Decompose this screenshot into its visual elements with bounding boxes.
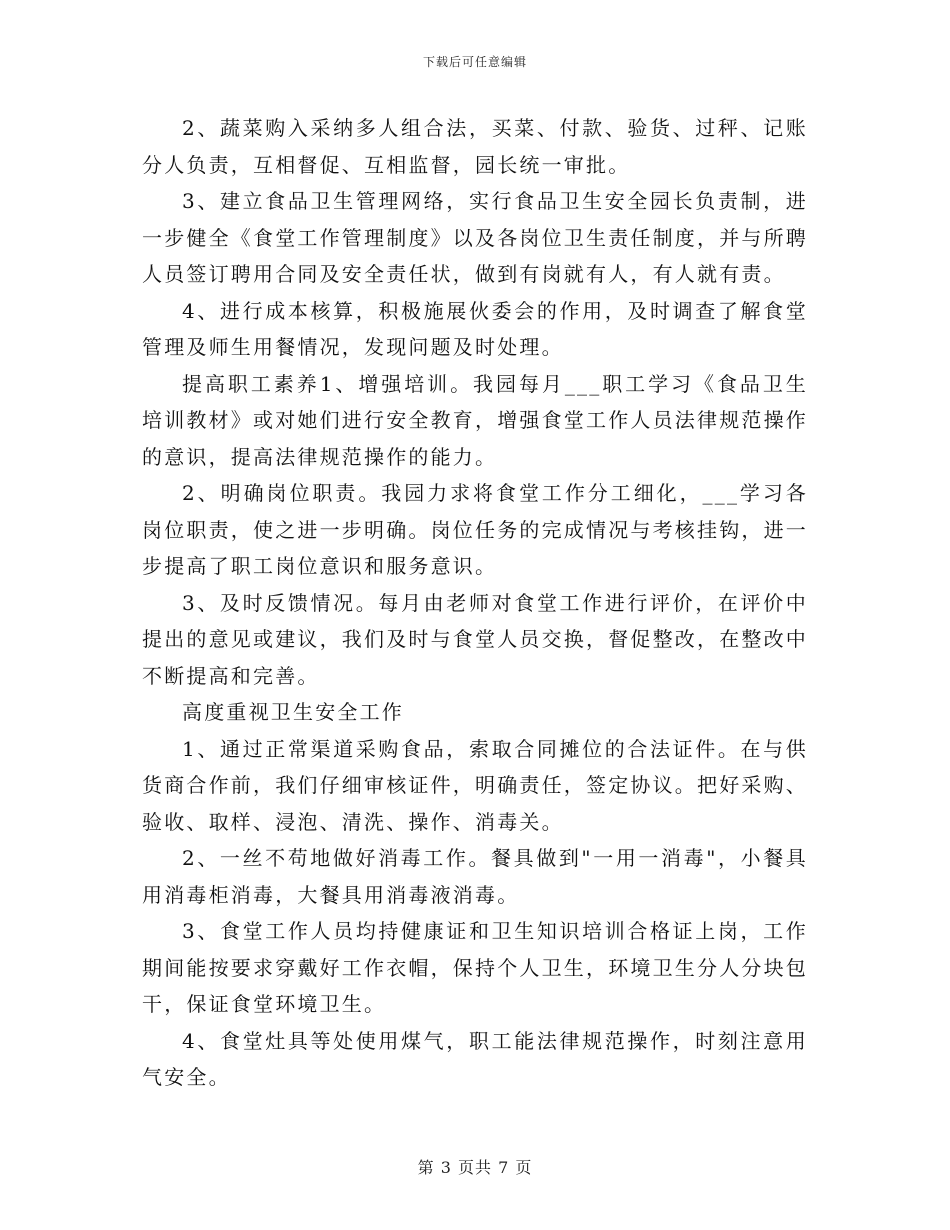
paragraph: 3、及时反馈情况。每月由老师对食堂工作进行评价，在评价中提出的意见或建议，我们及时与食堂人员交换，督促整改，在整改中不断提高和完善。 bbox=[142, 590, 808, 688]
paragraph: 1、通过正常渠道采购食品，索取合同摊位的合法证件。在与供货商合作前，我们仔细审核证件，明确责任，签定协议。把好采购、验收、取样、浸泡、清洗、操作、消毒关。 bbox=[142, 736, 808, 834]
page-header: 下载后可任意编辑 bbox=[422, 55, 527, 69]
paragraph: 2、蔬菜购入采纳多人组合法，买菜、付款、验货、过秤、记账分人负责，互相督促、互相监督，园长统一审批。 bbox=[142, 116, 808, 177]
paragraph: 2、明确岗位职责。我园力求将食堂工作分工细化，___学习各岗位职责，使之进一步明确。岗位任务的完成情况与考核挂钩，进一步提高了职工岗位意识和服务意识。 bbox=[142, 481, 808, 578]
paragraph: 3、建立食品卫生管理网络，实行食品卫生安全园长负责制，进一步健全《食堂工作管理制度》以及各岗位卫生责任制度，并与所聘人员签订聘用合同及安全责任状，做到有岗就有人，有人就有责。 bbox=[142, 189, 808, 286]
paragraph: 提高职工素养1、增强培训。我园每月___职工学习《食品卫生培训教材》或对她们进行安全教育，增强食堂工作人员法律规范操作的意识，提高法律规范操作的能力。 bbox=[142, 371, 808, 469]
paragraph: 4、食堂灶具等处使用煤气，职工能法律规范操作，时刻注意用气安全。 bbox=[142, 1028, 808, 1089]
paragraph: 3、食堂工作人员均持健康证和卫生知识培训合格证上岗，工作期间能按要求穿戴好工作衣帽，保持个人卫生，环境卫生分人分块包干，保证食堂环境卫生。 bbox=[142, 919, 808, 1016]
section-heading: 高度重视卫生安全工作 bbox=[182, 700, 404, 724]
paragraph: 2、一丝不苟地做好消毒工作。餐具做到"一用一消毒"，小餐具用消毒柜消毒，大餐具用消毒液消毒。 bbox=[142, 846, 808, 907]
page-footer: 第 3 页共 7 页 bbox=[417, 1158, 533, 1177]
document-body bbox=[142, 110, 808, 1096]
paragraph: 4、进行成本核算，积极施展伙委会的作用，及时调查了解食堂管理及师生用餐情况，发现问题及时处理。 bbox=[142, 298, 808, 359]
